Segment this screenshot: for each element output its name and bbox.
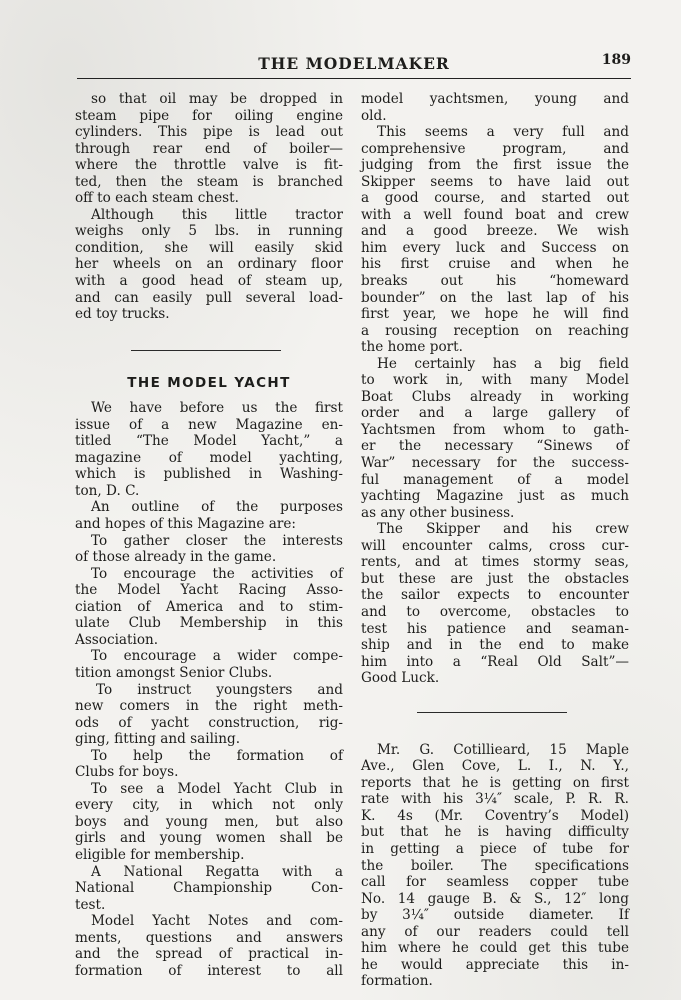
- text-line: his first cruise and when he: [361, 256, 629, 273]
- text-line: This seems a very full and: [377, 124, 629, 141]
- text-line: A National Regatta with a: [91, 863, 343, 880]
- text-line: every city, in which not only: [75, 797, 343, 814]
- text-line: him where he could get this tube: [361, 940, 629, 957]
- text-line: breaks out his “homeward: [361, 273, 629, 290]
- right-column: [361, 91, 629, 990]
- text-line: Boat Clubs already in working: [361, 388, 629, 405]
- text-line: but these are just the obstacles: [361, 570, 629, 587]
- text-line: formation.: [361, 973, 433, 990]
- text-line: condition, she will easily skid: [75, 239, 343, 256]
- text-line: An outline of the purposes: [91, 499, 343, 516]
- text-line: War” necessary for the success-: [361, 455, 629, 472]
- text-line: model yachtsmen, young and: [361, 91, 629, 107]
- running-header: [77, 52, 631, 78]
- text-line: Skipper seems to have laid out: [361, 173, 629, 190]
- header-rule: [77, 78, 631, 79]
- text-line: titled “The Model Yacht,” a: [75, 433, 343, 450]
- text-line: and hopes of this Magazine are:: [75, 516, 296, 533]
- text-line: Although this little tractor: [91, 206, 343, 223]
- text-line: where the throttle valve is fit-: [75, 157, 343, 174]
- text-line: and to overcome, obstacles to: [361, 603, 629, 620]
- text-line: K. 4s (Mr. Coventry’s Model): [361, 807, 629, 824]
- text-line: ed toy trucks.: [75, 306, 170, 323]
- text-line: ods of yacht construction, rig-: [75, 714, 343, 731]
- cotillieard-notice: [361, 742, 629, 990]
- text-line: Good Luck.: [361, 670, 440, 687]
- text-line: the home port.: [361, 339, 463, 356]
- text-line: ton, D. C.: [75, 482, 140, 499]
- text-line: him every luck and Success on: [361, 239, 629, 256]
- text-line: yachting Magazine just as much: [361, 488, 629, 505]
- text-line: magazine of model yachting,: [75, 449, 343, 466]
- text-line: reports that he is getting on first: [361, 774, 629, 791]
- text-line: National Championship Con-: [75, 880, 343, 897]
- magazine-title: THE MODELMAKER: [258, 54, 450, 73]
- text-line: To encourage a wider compe-: [91, 648, 343, 665]
- text-line: with a well found boat and crew: [361, 206, 629, 223]
- text-line: issue of a new Magazine en-: [75, 416, 343, 433]
- model-yacht-article: [75, 400, 343, 979]
- left-column: [75, 91, 343, 979]
- text-line: the sailor expects to encounter: [361, 587, 629, 604]
- text-line: of those already in the game.: [75, 549, 277, 566]
- text-line: Mr. G. Cotillieard, 15 Maple: [377, 741, 629, 758]
- text-line: in getting a piece of tube for: [361, 840, 629, 857]
- text-line: Model Yacht Notes and com-: [91, 913, 343, 930]
- text-line: order and a large gallery of: [361, 405, 629, 422]
- text-line: test his patience and seaman-: [361, 620, 629, 637]
- text-line: eligible for membership.: [75, 846, 245, 863]
- text-line: the Model Yacht Racing Asso-: [75, 582, 343, 599]
- text-line: comprehensive program, and: [361, 140, 629, 157]
- text-line: her wheels on an ordinary floor: [75, 256, 343, 273]
- text-line: so that oil may be dropped in: [91, 91, 343, 107]
- text-line: cylinders. This pipe is lead out: [75, 124, 343, 141]
- text-line: We have before us the first: [91, 400, 343, 417]
- text-line: he would appreciate this in-: [361, 956, 629, 973]
- text-line: ful management of a model: [361, 471, 629, 488]
- text-line: To encourage the activities of: [91, 565, 343, 582]
- text-line: boys and young men, but also: [75, 813, 343, 830]
- text-line: new comers in the right meth-: [75, 698, 343, 715]
- text-line: old.: [361, 107, 387, 124]
- text-line: Association.: [75, 631, 159, 648]
- text-line: but that he is having difficulty: [361, 824, 629, 841]
- text-line: any of our readers could tell: [361, 923, 629, 940]
- text-line: rate with his 3¼″ scale, P. R. R.: [361, 791, 629, 808]
- text-line: ments, questions and answers: [75, 929, 343, 946]
- text-line: steam pipe for oiling engine: [75, 107, 343, 124]
- text-line: To help the formation of: [91, 747, 343, 764]
- text-line: will encounter calms, cross cur-: [361, 537, 629, 554]
- text-line: tition amongst Senior Clubs.: [75, 664, 273, 681]
- text-line: a good course, and started out: [361, 190, 629, 207]
- text-line: and can easily pull several load-: [75, 289, 343, 306]
- text-line: bounder” on the last lap of his: [361, 289, 629, 306]
- text-line: ted, then the steam is branched: [75, 173, 343, 190]
- tractor-article-end: [75, 91, 343, 323]
- text-line: call for seamless copper tube: [361, 874, 629, 891]
- text-line: off to each steam chest.: [75, 190, 239, 207]
- text-line: formation of interest to all: [75, 962, 343, 979]
- text-line: To instruct youngsters and: [96, 681, 343, 698]
- text-line: him into a “Real Old Salt”—: [361, 653, 629, 670]
- text-line: which is published in Washing-: [75, 466, 343, 483]
- text-line: ship and in the end to make: [361, 637, 629, 654]
- text-line: Ave., Glen Cove, L. I., N. Y.,: [361, 758, 629, 775]
- text-line: to work in, with many Model: [361, 372, 629, 389]
- text-line: and the spread of practical in-: [75, 946, 343, 963]
- text-line: through rear end of boiler—: [75, 140, 343, 157]
- article-heading: THE MODEL YACHT: [127, 374, 291, 391]
- page-number: 189: [601, 52, 631, 68]
- text-line: To gather closer the interests: [91, 532, 343, 549]
- text-line: The Skipper and his crew: [377, 521, 629, 538]
- text-line: To see a Model Yacht Club in: [91, 780, 343, 797]
- text-line: test.: [75, 896, 106, 913]
- text-line: a rousing reception on reaching: [361, 322, 629, 339]
- text-line: ulate Club Membership in this: [75, 615, 343, 632]
- text-line: with a good head of steam up,: [75, 273, 343, 290]
- text-line: No. 14 gauge B. & S., 12″ long: [361, 890, 629, 907]
- text-line: first year, we hope he will find: [361, 306, 629, 323]
- text-line: the boiler. The specifications: [361, 857, 629, 874]
- text-line: Clubs for boys.: [75, 764, 179, 781]
- text-line: and a good breeze. We wish: [361, 223, 629, 240]
- text-line: ciation of America and to stim-: [75, 598, 343, 615]
- text-line: Yachtsmen from whom to gath-: [361, 421, 629, 438]
- model-yacht-article-continued: [361, 91, 629, 687]
- text-line: judging from the first issue the: [361, 157, 629, 174]
- text-line: by 3¼″ outside diameter. If: [361, 907, 629, 924]
- text-line: rents, and at times stormy seas,: [361, 554, 629, 571]
- text-line: as any other business.: [361, 504, 515, 521]
- text-line: He certainly has a big field: [377, 355, 629, 372]
- text-line: ging, fitting and sailing.: [75, 731, 241, 748]
- text-line: er the necessary “Sinews of: [361, 438, 629, 455]
- text-line: weighs only 5 lbs. in running: [75, 223, 343, 240]
- text-line: girls and young women shall be: [75, 830, 343, 847]
